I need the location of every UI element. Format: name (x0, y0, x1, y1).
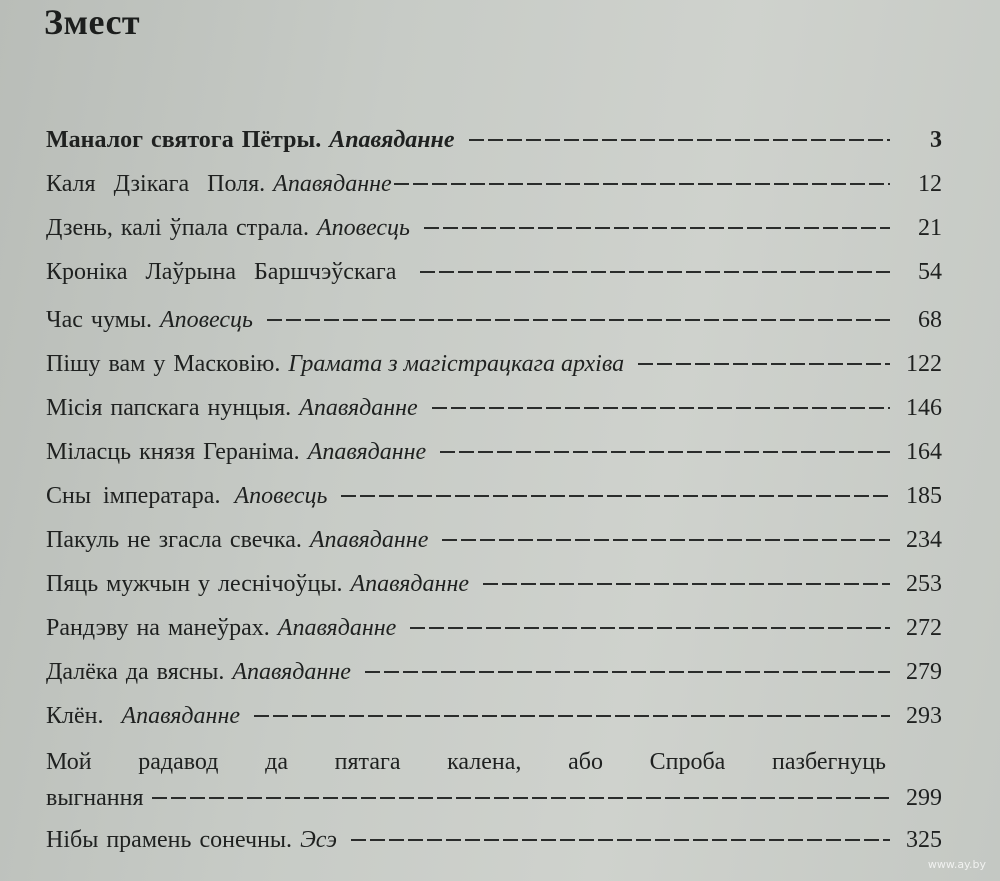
toc-entry-title: Міласць князя Гераніма. (46, 439, 300, 465)
toc-entry-genre: Апавяданне (299, 395, 418, 421)
toc-entry-title: Нібы прамень сонечны. (46, 827, 293, 853)
toc-entry-genre: Апавяданне (307, 439, 427, 465)
toc-entry (46, 298, 942, 342)
toc-entry-title: Час чумы. (46, 307, 152, 333)
dash-leader (420, 271, 890, 273)
toc-entry (46, 430, 942, 474)
toc-entry-title: Рандэву на манеўрах. (46, 615, 270, 641)
dash-leader (365, 671, 890, 673)
toc-entry-title-line2: выгнання (46, 785, 144, 811)
toc-entry-page: 185 (906, 483, 942, 509)
toc-entry-page: 3 (930, 127, 942, 153)
toc-entry-page: 293 (906, 703, 942, 729)
toc-entry-genre: Аповесць (234, 483, 328, 509)
toc-entry-genre: Апавяданне (350, 571, 470, 597)
toc-entry-page: 234 (906, 527, 942, 553)
toc-entry (46, 738, 942, 816)
dash-leader (440, 451, 890, 453)
toc-entry-page: 299 (906, 785, 942, 811)
toc-entry-genre: Эсэ (300, 827, 338, 853)
toc-entry (46, 386, 942, 430)
watermark: www.ay.by (927, 858, 986, 871)
toc-entry (46, 818, 942, 862)
toc-entry-page: 54 (918, 259, 942, 285)
toc-entry-genre: Апавяданне (309, 527, 429, 553)
toc-entry-genre: Апавяданне (273, 171, 392, 197)
toc-entry (46, 694, 942, 738)
toc-entry-page: 325 (906, 827, 942, 853)
toc-entry-title: Клён. (46, 703, 104, 729)
toc-entry-page: 253 (906, 571, 942, 597)
toc-entry-title: Пакуль не згасла свечка. (46, 527, 302, 553)
toc-entry-title: Далёка да вясны. (46, 659, 225, 685)
dash-leader (341, 495, 890, 497)
toc-entry-genre: Апавяданне (277, 615, 397, 641)
toc-entry (46, 650, 942, 694)
toc-entry (46, 342, 942, 386)
toc-entry-page: 68 (918, 307, 942, 333)
toc-entry-title: Сны імператара. (46, 483, 221, 509)
toc-entry (46, 518, 942, 562)
toc-entry (46, 606, 942, 650)
toc-entry-page: 164 (906, 439, 942, 465)
toc-entry-page: 12 (918, 171, 942, 197)
toc-entry-genre: Аповесць (316, 215, 410, 241)
toc-entry-title: Кроніка Лаўрына Баршчэўскага (46, 259, 397, 285)
table-of-contents (46, 118, 942, 862)
toc-entry (46, 206, 942, 250)
dash-leader (410, 627, 890, 629)
toc-entry (46, 474, 942, 518)
toc-entry-page: 272 (906, 615, 942, 641)
dash-leader (483, 583, 890, 585)
toc-entry (46, 562, 942, 606)
dash-leader (442, 539, 890, 541)
toc-entry-title: Пішу вам у Масковію. (46, 351, 281, 377)
toc-entry-genre: Апавяданне (329, 127, 455, 153)
toc-entry-title-line1: Мой радавод да пятага калена, або Спроба пазбегнуць (46, 749, 886, 775)
toc-entry-genre: Апавяданне (232, 659, 351, 685)
toc-entry-genre: Апавяданне (121, 703, 241, 729)
dash-leader (351, 839, 890, 841)
dash-leader (432, 407, 890, 409)
toc-entry-title: Маналог святога Пётры. (46, 127, 322, 153)
toc-entry-genre: Грамата з магістрацкага архіва (288, 351, 625, 377)
dash-leader (394, 183, 890, 185)
toc-entry-genre: Аповесць (159, 307, 253, 333)
toc-entry (46, 118, 942, 162)
toc-entry (46, 162, 942, 206)
toc-entry (46, 250, 942, 294)
dash-leader (424, 227, 890, 229)
toc-entry-page: 21 (918, 215, 942, 241)
dash-leader (638, 363, 890, 365)
toc-entry-title: Дзень, калі ўпала страла. (46, 215, 309, 241)
toc-entry-page: 279 (906, 659, 942, 685)
toc-entry-title: Каля Дзікага Поля. (46, 171, 266, 197)
toc-entry-page: 146 (906, 395, 942, 421)
toc-entry-title: Пяць мужчын у леснічоўцы. (46, 571, 343, 597)
dash-leader (152, 797, 890, 799)
page-title: Змест (44, 2, 141, 42)
dash-leader (267, 319, 890, 321)
dash-leader (469, 139, 890, 141)
dash-leader (254, 715, 890, 717)
toc-entry-page: 122 (906, 351, 942, 377)
toc-entry-title: Місія папскага нунцыя. (46, 395, 292, 421)
